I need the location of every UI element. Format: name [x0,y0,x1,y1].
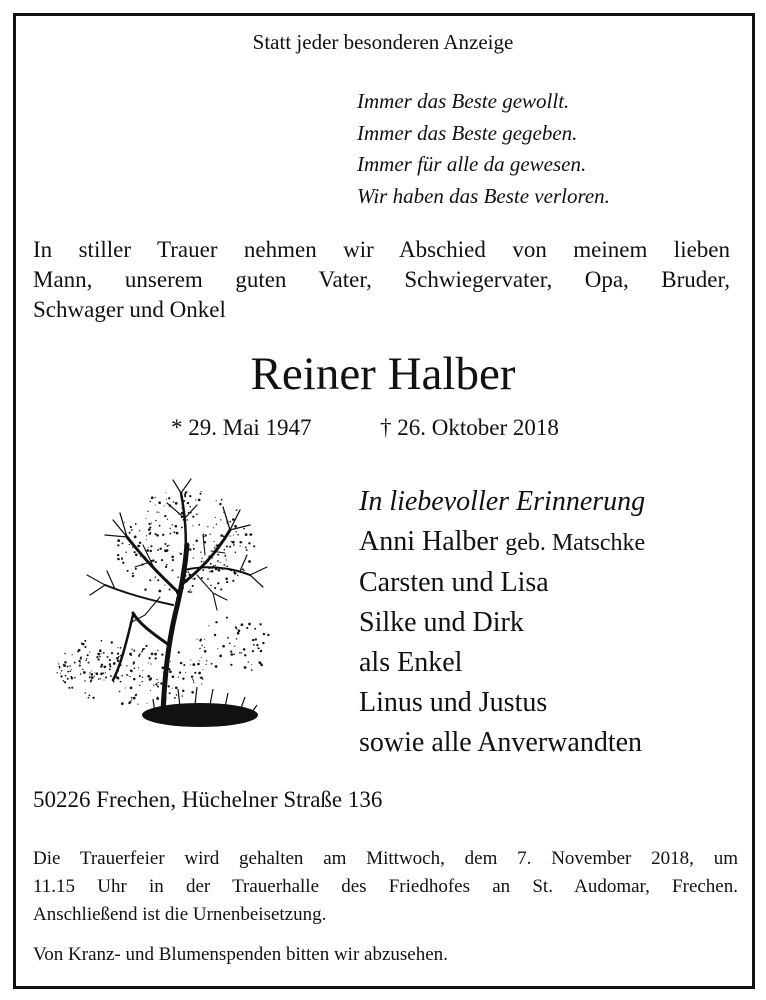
funeral-service-info [33,845,738,929]
mourner-line: Carsten und Lisa [359,567,549,598]
notice-header: Statt jeder besonderen Anzeige [252,30,514,54]
spouse-name: Anni Halber [359,526,499,557]
mourners-list [359,482,645,763]
deceased-name: Reiner Halber [250,348,516,400]
intro-line: Schwager und Onkel [33,297,226,322]
mourner-line: als Enkel [359,647,463,678]
mourners-heading: In liebevoller Erinnerung [359,486,646,517]
intro-text [33,235,730,325]
memorial-verse [357,86,610,212]
verse-line: Immer das Beste gewollt. [357,89,570,113]
service-line: 11.15 Uhr in der Trauerhalle des Friedhofes an St. Audomar, Frechen. [33,876,738,897]
death-date: † 26. Oktober 2018 [380,415,559,440]
service-line: Die Trauerfeier wird gehalten am Mittwoch, dem 7. November 2018, um [33,848,738,869]
spouse-maiden-name: geb. Matschke [505,530,646,556]
mourner-line: Silke und Dirk [359,607,524,638]
intro-line: Mann, unserem guten Vater, Schwiegervater, Opa, Bruder, [33,267,730,292]
birth-date: * 29. Mai 1947 [171,415,312,440]
flowers-note: Von Kranz- und Blumenspenden bitten wir abzusehen. [33,944,448,965]
family-address: 50226 Frechen, Hüchelner Straße 136 [33,787,383,812]
verse-line: Immer das Beste gegeben. [357,120,578,145]
verse-line: Wir haben das Beste verloren. [357,183,610,208]
verse-line: Immer für alle da gewesen. [357,152,587,176]
mourner-line: sowie alle Anverwandten [359,727,643,758]
tree-illustration-icon [35,475,285,740]
service-line: Anschließend ist die Urnenbeisetzung. [33,904,327,925]
mourner-line: Linus und Justus [359,687,548,718]
intro-line: In stiller Trauer nehmen wir Abschied von meinem lieben [33,237,730,262]
mourner-spouse [359,522,645,563]
